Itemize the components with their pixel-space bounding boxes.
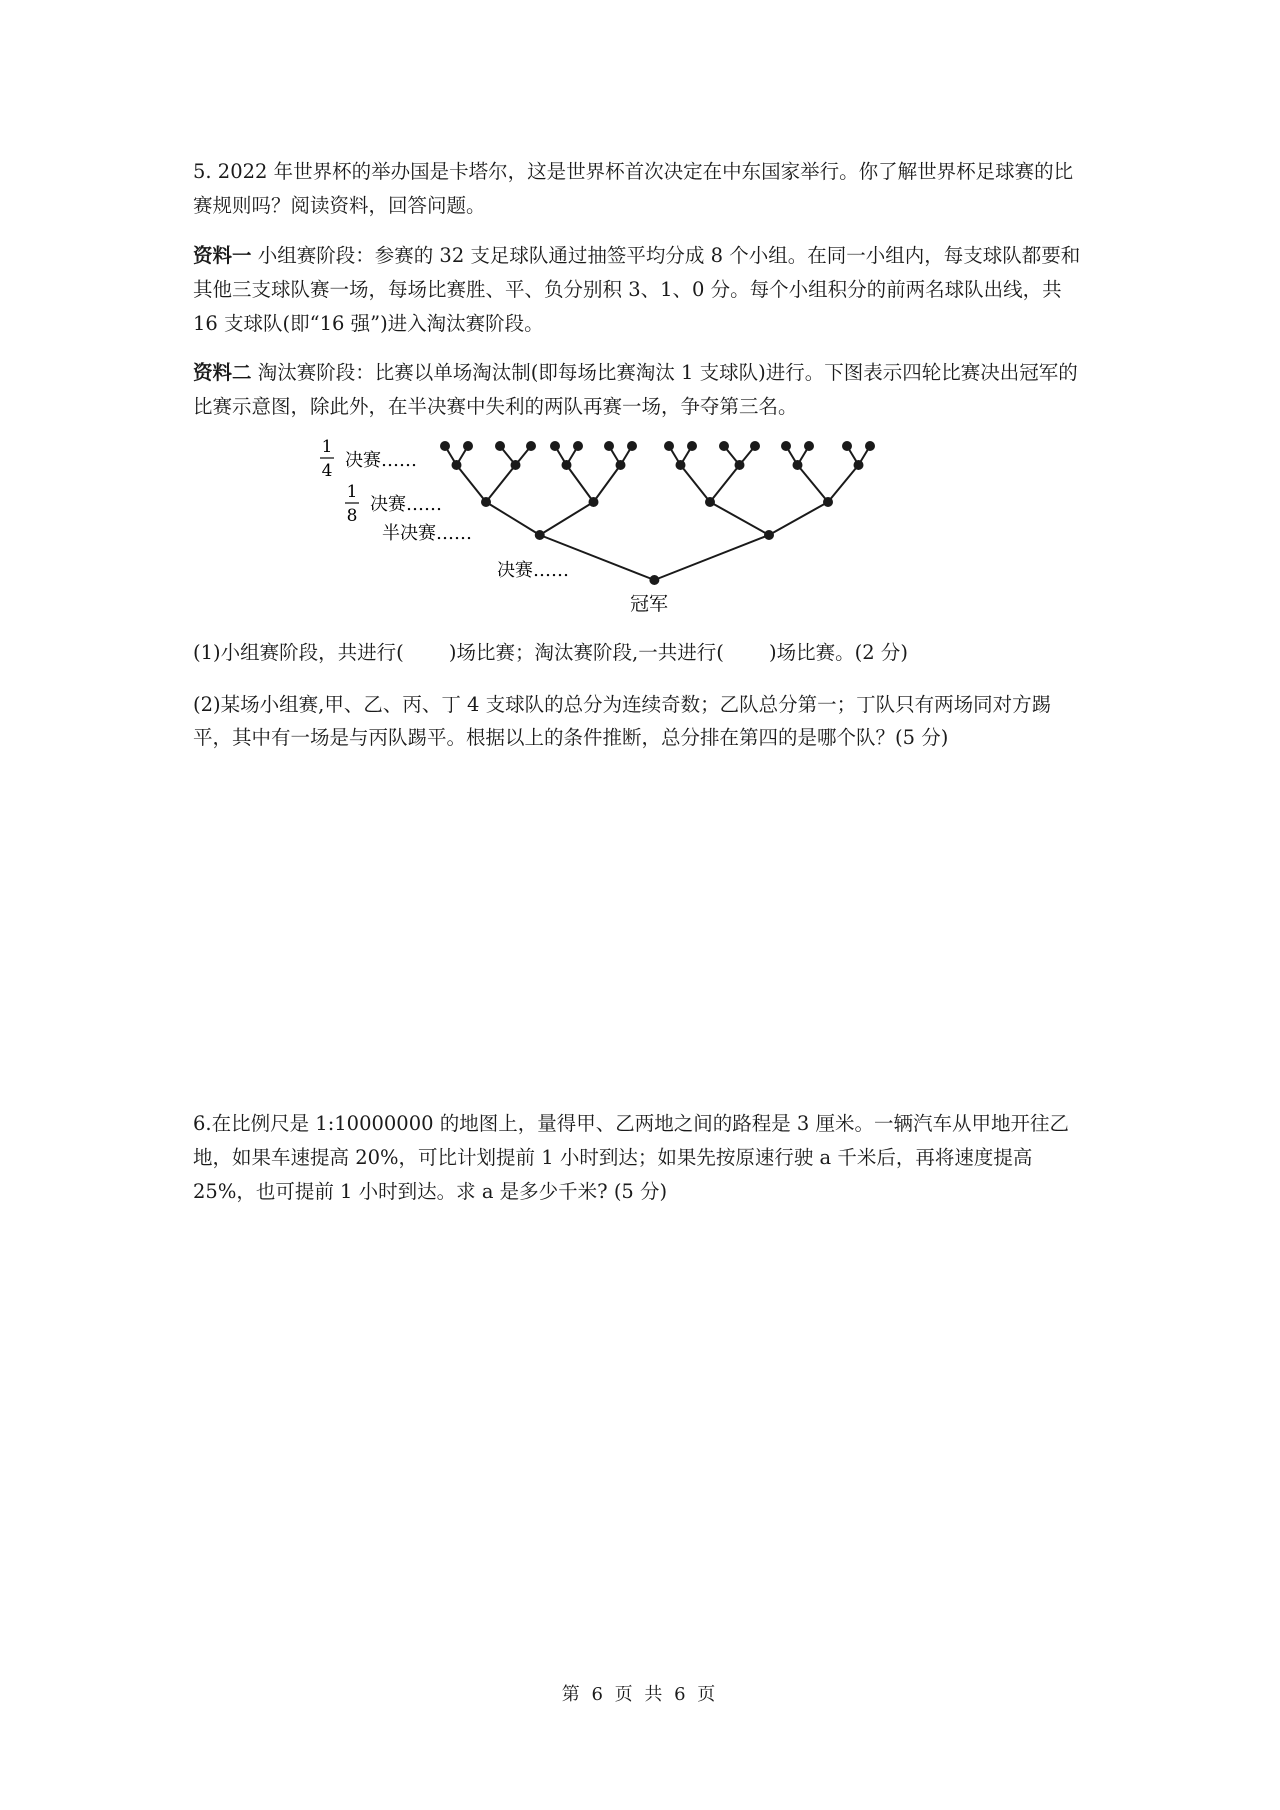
bracket-line bbox=[540, 502, 594, 535]
q5-subquestion-1: (1)小组赛阶段，共进行( )场比赛；淘汰赛阶段,一共进行( )场比赛。(2 分) bbox=[193, 641, 908, 664]
row-label-quarterfinal bbox=[320, 437, 417, 481]
round-of-16-team-node bbox=[687, 441, 697, 451]
champion-node bbox=[649, 575, 659, 585]
round-of-16-team-node bbox=[495, 441, 505, 451]
material1-label: 资料一 bbox=[193, 244, 252, 267]
q5-intro: 5. 2022 年世界杯的举办国是卡塔尔，这是世界杯首次决定在中东国家举行。你了解世界杯足球赛的比赛规则吗？阅读资料，回答问题。 bbox=[193, 160, 1074, 217]
semifinal-node bbox=[481, 497, 491, 507]
bracket-line bbox=[710, 465, 740, 502]
knockout-bracket-diagram bbox=[0, 430, 1280, 630]
quarterfinal-node bbox=[511, 460, 521, 470]
material2-label: 资料二 bbox=[193, 361, 252, 384]
fraction-numerator-4: 1 bbox=[321, 437, 333, 457]
quarterfinal-node bbox=[562, 460, 572, 470]
bracket-line bbox=[567, 465, 594, 502]
bracket-line bbox=[710, 502, 769, 535]
q5-material2 bbox=[193, 356, 1088, 424]
semifinal-label: 半决赛…… bbox=[382, 523, 472, 544]
round-of-16-team-node bbox=[804, 441, 814, 451]
q6-question: 6.在比例尺是 1:10000000 的地图上，量得甲、乙两地之间的路程是 3 厘米。一辆汽车从甲地开往乙地，如果车速提高 20%，可比计划提前 1 小时到达；如果先按原速行驶 a 千米后，再将速度提高 25%，也可提前 1 小时到达。求 a 是多少千米? (5 分) bbox=[193, 1112, 1070, 1203]
quarterfinal-node bbox=[735, 460, 745, 470]
bracket-line bbox=[769, 502, 828, 535]
bracket-line bbox=[486, 465, 516, 502]
semifinal-node bbox=[705, 497, 715, 507]
round-of-16-team-node bbox=[440, 441, 450, 451]
final-node bbox=[764, 530, 774, 540]
round-of-16-team-node bbox=[627, 441, 637, 451]
round-of-16-team-node bbox=[719, 441, 729, 451]
round-of-16-team-node bbox=[750, 441, 760, 451]
bracket-line bbox=[654, 535, 769, 580]
round-of-16-team-node bbox=[664, 441, 674, 451]
quarterfinal-label: 决赛…… bbox=[345, 450, 417, 471]
quarterfinal-node bbox=[452, 460, 462, 470]
round-of-16-team-node bbox=[781, 441, 791, 451]
round-of-16-team-node bbox=[526, 441, 536, 451]
round-of-16-team-node bbox=[463, 441, 473, 451]
material2-text: 淘汰赛阶段：比赛以单场淘汰制(即每场比赛淘汰 1 支球队)进行。下图表示四轮比赛决出冠军的比赛示意图，除此外，在半决赛中失利的两队再赛一场，争夺第三名。 bbox=[193, 361, 1078, 418]
bracket-line bbox=[681, 465, 711, 502]
round-of-16-team-node bbox=[865, 441, 875, 451]
semifinal-node bbox=[589, 497, 599, 507]
fraction-denominator-8: 8 bbox=[346, 506, 358, 526]
bracket-line bbox=[457, 465, 487, 502]
quarterfinal-node bbox=[854, 460, 864, 470]
round-of-16-team-node bbox=[573, 441, 583, 451]
q5-subquestion-2: (2)某场小组赛,甲、乙、丙、丁 4 支球队的总分为连续奇数；乙队总分第一；丁队只有两场同对方踢平，其中有一场是与丙队踢平。根据以上的条件推断，总分排在第四的是哪个队？(5 分) bbox=[193, 693, 1052, 749]
round-of-16-label: 决赛…… bbox=[370, 494, 442, 515]
bracket-line bbox=[486, 502, 540, 535]
quarterfinal-node bbox=[616, 460, 626, 470]
round-of-16-team-node bbox=[604, 441, 614, 451]
q5-material1 bbox=[193, 239, 1088, 341]
bracket-line bbox=[828, 465, 859, 502]
champion-label: 冠军 bbox=[629, 593, 669, 615]
fraction-numerator-8: 1 bbox=[346, 482, 358, 502]
final-label: 决赛…… bbox=[497, 560, 569, 581]
final-node bbox=[535, 530, 545, 540]
page-footer: 第 6 页 共 6 页 bbox=[561, 1684, 719, 1705]
round-of-16-team-node bbox=[842, 441, 852, 451]
material1-text: 小组赛阶段：参赛的 32 支足球队通过抽签平均分成 8 个小组。在同一小组内，每支球队都要和其他三支球队赛一场，每场比赛胜、平、负分别积 3、1、0 分。每个小组积分的前两名球队出线，共 16 支球队(即“16 强”)进入淘汰赛阶段。 bbox=[193, 244, 1081, 335]
bracket-line bbox=[594, 465, 621, 502]
fraction-denominator-4: 4 bbox=[321, 461, 333, 481]
round-of-16-team-node bbox=[550, 441, 560, 451]
quarterfinal-node bbox=[676, 460, 686, 470]
row-label-round-of-16 bbox=[345, 482, 442, 526]
semifinal-node bbox=[823, 497, 833, 507]
quarterfinal-node bbox=[793, 460, 803, 470]
bracket-line bbox=[798, 465, 829, 502]
